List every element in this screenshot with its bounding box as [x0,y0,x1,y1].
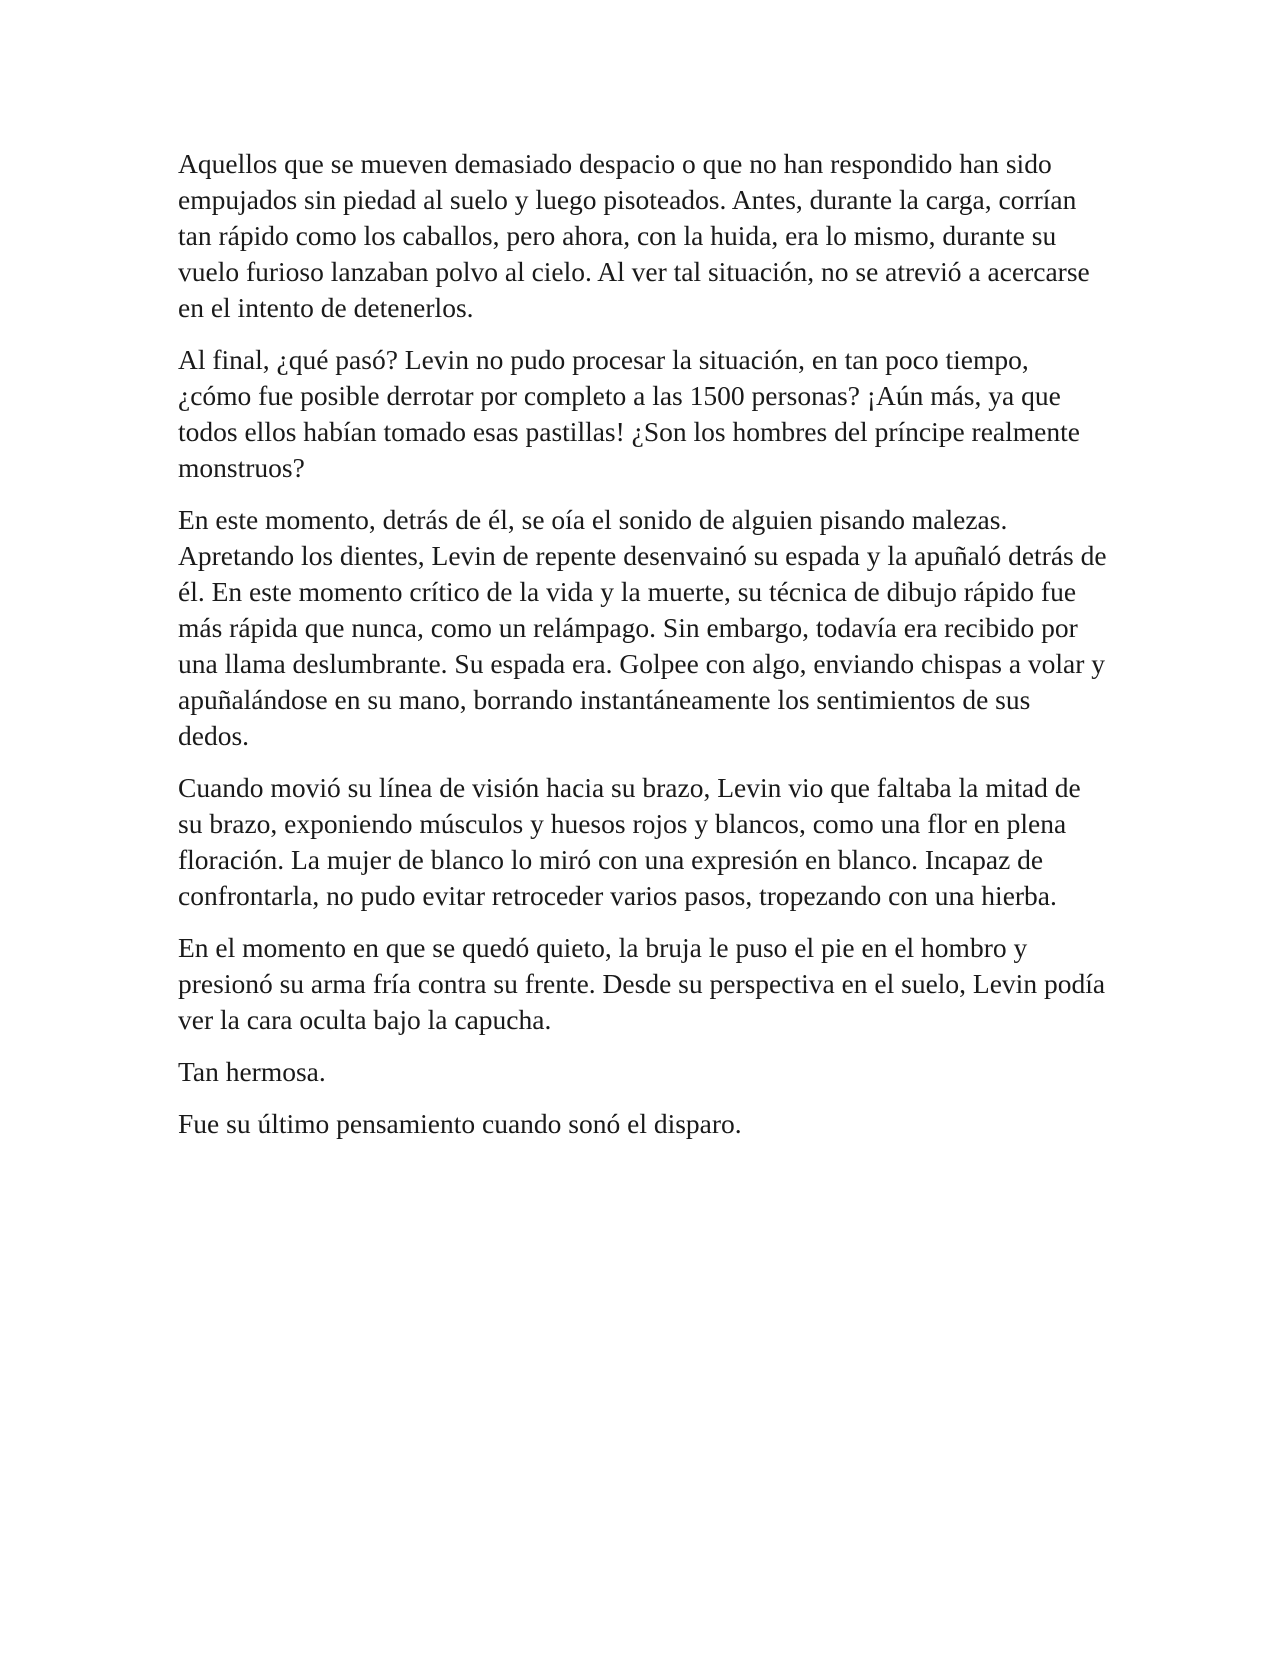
paragraph-2: Al final, ¿qué pasó? Levin no pudo procesar la situación, en tan poco tiempo, ¿cómo fue posible derrotar por completo a las 1500 personas? ¡Aún más, ya que todos ellos habían tomado esas pastillas! ¿Son los hombres del príncipe realmente monstruos? [178,344,1080,483]
paragraph-7: Fue su último pensamiento cuando sonó el disparo. [178,1108,742,1139]
paragraph-3: En este momento, detrás de él, se oía el sonido de alguien pisando malezas. Apretando los dientes, Levin de repente desenvainó su espada y la apuñaló detrás de él. En este momento crítico de la vida y la muerte, su técnica de dibujo rápido fue más rápida que nunca, como un relámpago. Sin embargo, todavía era recibido por una llama deslumbrante. Su espada era. Golpee con algo, enviando chispas a volar y apuñalándose en su mano, borrando instantáneamente los sentimientos de sus dedos. [178,504,1107,751]
document-page [178,146,1108,1158]
paragraph-6: Tan hermosa. [178,1056,326,1087]
paragraph-4: Cuando movió su línea de visión hacia su brazo, Levin vio que faltaba la mitad de su brazo, exponiendo músculos y huesos rojos y blancos, como una flor en plena floración. La mujer de blanco lo miró con una expresión en blanco. Incapaz de confrontarla, no pudo evitar retroceder varios pasos, tropezando con una hierba. [178,772,1081,911]
paragraph-1: Aquellos que se mueven demasiado despacio o que no han respondido han sido empujados sin piedad al suelo y luego pisoteados. Antes, durante la carga, corrían tan rápido como los caballos, pero ahora, con la huida, era lo mismo, durante su vuelo furioso lanzaban polvo al cielo. Al ver tal situación, no se atrevió a acercarse en el intento de detenerlos. [178,148,1090,323]
paragraph-5: En el momento en que se quedó quieto, la bruja le puso el pie en el hombro y presionó su arma fría contra su frente. Desde su perspectiva en el suelo, Levin podía ver la cara oculta bajo la capucha. [178,932,1106,1035]
